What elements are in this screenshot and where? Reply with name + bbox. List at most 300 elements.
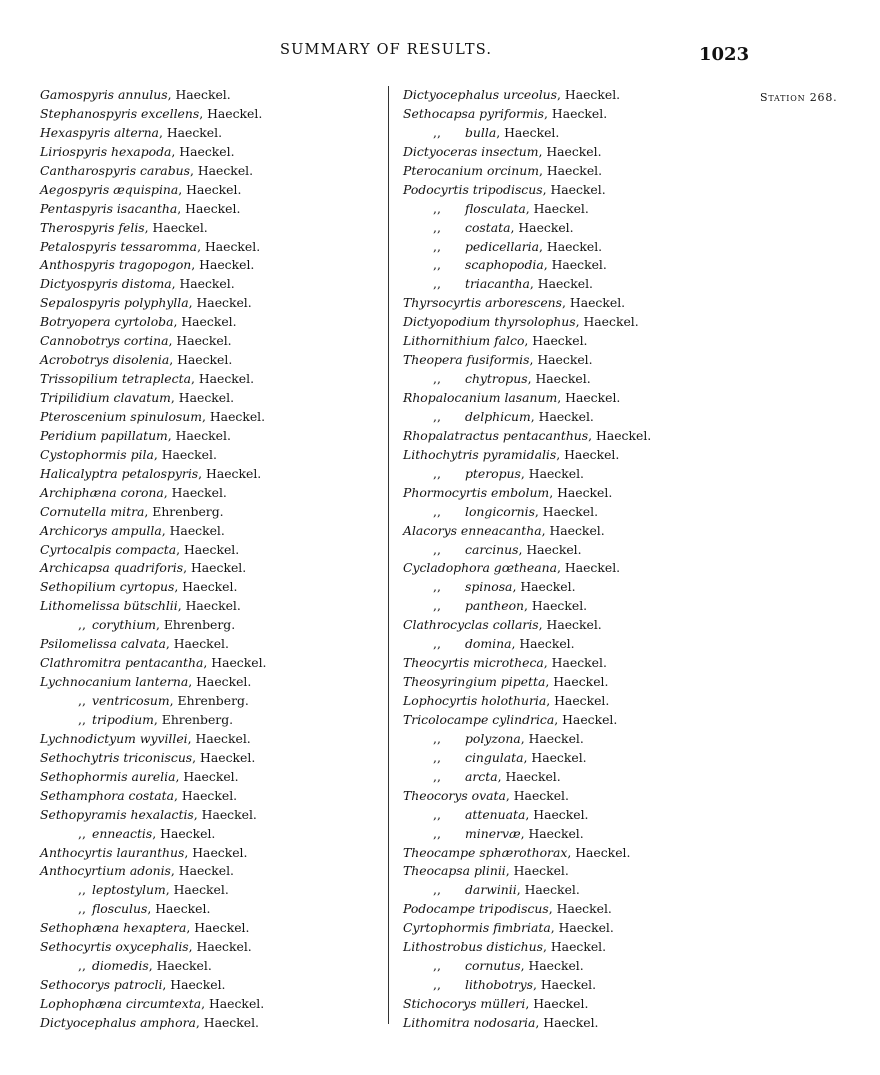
ditto-mark: ,,	[433, 200, 441, 216]
species-entry	[403, 844, 748, 863]
column-divider	[388, 86, 389, 1024]
species-author: , Haeckel.	[550, 920, 614, 936]
ditto-mark: ,,	[433, 749, 441, 765]
species-author: , Haeckel.	[187, 730, 251, 746]
species-entry	[40, 238, 385, 257]
species-name: Sepalospyris polyphylla	[40, 295, 189, 311]
species-name: Rhopalocanium lasanum	[403, 390, 558, 405]
species-entry	[40, 503, 385, 522]
species-entry	[40, 541, 385, 560]
species-author: , Haeckel.	[165, 636, 229, 652]
species-author: , Haeckel.	[545, 674, 609, 690]
species-author: , Haeckel.	[165, 882, 229, 898]
species-name: Lithomelissa bütschlii	[40, 598, 178, 614]
species-author: , Haeckel.	[544, 105, 608, 121]
species-name: pedicellaria	[465, 238, 540, 254]
species-entry	[40, 654, 385, 673]
species-author: , Haeckel.	[557, 560, 621, 576]
species-entry	[403, 900, 748, 919]
species-author: , Haeckel.	[511, 636, 575, 652]
species-entry	[403, 919, 748, 938]
ditto-mark: ,,	[433, 825, 441, 841]
species-author: , Haeckel.	[203, 655, 267, 671]
species-entry	[403, 294, 748, 313]
ditto-mark: ,,	[433, 219, 441, 235]
species-author: , Haeckel.	[167, 87, 231, 102]
species-entry	[40, 957, 385, 976]
species-entry	[40, 313, 385, 332]
species-name: Theopera fusiformis	[403, 352, 530, 368]
species-author: , Haeckel.	[497, 768, 561, 784]
species-entry	[403, 143, 748, 162]
species-name: Pterocanium orcinum	[403, 162, 539, 178]
ditto-mark: ,,	[433, 806, 441, 822]
species-entry	[40, 522, 385, 541]
species-entry	[40, 711, 385, 730]
species-name: ventricosum	[92, 693, 170, 708]
species-entry	[40, 806, 385, 825]
ditto-mark: ,,	[78, 958, 86, 974]
species-name: Liriospyris hexapoda	[40, 143, 172, 159]
species-name: Trissopilium tetraplecta	[40, 371, 191, 387]
species-name: Podocyrtis tripodiscus	[403, 181, 543, 197]
species-author: , Haeckel.	[190, 371, 255, 387]
species-name: longicornis	[465, 503, 535, 519]
species-author: , Haeckel.	[153, 446, 217, 462]
species-name: Lithostrobus distichus	[403, 939, 543, 955]
species-author: , Ehrenberg.	[155, 617, 236, 633]
species-entry	[40, 825, 385, 844]
species-entry	[40, 370, 385, 389]
species-name: corythium	[92, 617, 156, 633]
species-entry	[40, 389, 385, 408]
species-author: , Haeckel.	[169, 352, 233, 368]
species-name: Lithomitra nodosaria	[403, 1014, 536, 1030]
species-name: Cyrtophormis fimbriata	[403, 920, 551, 936]
species-entry	[40, 692, 385, 711]
species-name: Dictyoceras insectum	[403, 143, 539, 159]
species-name: cingulata	[465, 749, 524, 765]
species-entry	[403, 862, 748, 881]
species-author: , Ehrenberg.	[153, 711, 234, 727]
species-name: Dictyocephalus urceolus	[403, 87, 558, 102]
species-entry	[40, 351, 385, 370]
species-entry	[40, 635, 385, 654]
ditto-mark: ,,	[78, 711, 86, 727]
species-entry	[403, 957, 748, 976]
species-author: , Haeckel.	[176, 541, 240, 557]
right-column	[403, 86, 748, 1033]
species-name: Archicorys ampulla	[40, 522, 162, 538]
species-author: , Haeckel.	[186, 920, 250, 936]
species-entry	[40, 275, 385, 294]
species-name: Hexaspyris alterna	[40, 124, 159, 140]
species-entry	[40, 616, 385, 635]
species-entry	[403, 256, 748, 275]
ditto-mark: ,,	[433, 371, 441, 387]
species-author: , Haeckel.	[530, 408, 594, 424]
species-entry	[403, 768, 748, 787]
species-entry	[40, 881, 385, 900]
species-entry	[403, 976, 748, 995]
species-name: Therospyris felis	[40, 219, 145, 235]
species-author: , Haeckel.	[505, 787, 569, 803]
species-name: Botryopera cyrtoloba	[40, 314, 174, 330]
species-name: lithobotrys	[465, 977, 533, 993]
species-entry	[403, 484, 748, 503]
species-author: , Haeckel.	[520, 958, 584, 974]
station-label: Station 268.	[760, 91, 838, 104]
species-entry	[40, 673, 385, 692]
species-name: arcta	[465, 768, 498, 784]
species-author: , Haeckel.	[534, 503, 599, 519]
species-author: , Haeckel.	[202, 408, 266, 424]
species-author: , Haeckel.	[191, 257, 255, 273]
species-name: Clathromitra pentacantha	[40, 655, 204, 671]
species-author: , Haeckel.	[538, 143, 602, 159]
species-author: , Haeckel.	[184, 844, 248, 860]
species-name: Gamospyris annulus	[40, 87, 168, 102]
species-name: spinosa	[465, 579, 513, 595]
species-author: , Haeckel.	[535, 1014, 599, 1030]
species-entry	[40, 900, 385, 919]
species-author: , Haeckel.	[554, 711, 618, 727]
species-entry	[403, 408, 748, 427]
species-author: , Haeckel.	[201, 996, 265, 1011]
species-author: , Haeckel.	[567, 844, 631, 860]
left-column	[40, 86, 385, 1033]
species-author: , Haeckel.	[541, 522, 605, 538]
species-entry	[403, 427, 748, 446]
species-name: Anthospyris tragopogon	[40, 257, 192, 273]
species-entry	[403, 635, 748, 654]
species-author: , Haeckel.	[512, 579, 576, 595]
species-author: , Haeckel.	[178, 181, 242, 197]
species-entry	[403, 995, 748, 1014]
species-entry	[40, 1014, 385, 1033]
species-entry	[40, 938, 385, 957]
species-author: , Haeckel.	[525, 806, 589, 822]
species-author: , Haeckel.	[527, 371, 591, 387]
species-author: , Haeckel.	[539, 238, 603, 254]
species-name: Podocampe tripodiscus	[403, 901, 549, 917]
species-name: Stichocorys mülleri	[403, 996, 526, 1011]
species-entry	[403, 181, 748, 200]
species-entry	[40, 559, 385, 578]
species-name: domina	[465, 636, 512, 652]
species-name: bulla	[465, 124, 497, 140]
ditto-mark: ,,	[78, 693, 86, 708]
species-name: polyzona	[465, 730, 521, 746]
species-entry	[403, 503, 748, 522]
species-name: Cystophormis pila	[40, 446, 154, 462]
ditto-mark: ,,	[78, 617, 86, 633]
species-entry	[403, 749, 748, 768]
species-author: , Haeckel.	[161, 522, 225, 538]
species-name: Lophocyrtis holothuria	[403, 693, 547, 708]
species-name: Theocorys ovata	[403, 787, 506, 803]
species-author: , Haeckel.	[171, 276, 235, 292]
species-name: Psilomelissa calvata	[40, 636, 166, 652]
ditto-mark: ,,	[433, 124, 441, 140]
species-author: , Haeckel.	[543, 257, 607, 273]
species-name: Sethopyramis hexalactis	[40, 806, 194, 822]
species-author: , Haeckel.	[543, 939, 607, 955]
species-entry	[403, 522, 748, 541]
species-author: , Haeckel.	[518, 541, 582, 557]
species-author: , Haeckel.	[177, 200, 241, 216]
species-author: , Haeckel.	[562, 295, 626, 311]
species-entry	[40, 787, 385, 806]
species-entry	[403, 238, 748, 257]
species-author: , Haeckel.	[168, 333, 232, 349]
ditto-mark: ,,	[433, 598, 441, 614]
species-name: Lychnocanium lanterna	[40, 674, 189, 690]
species-author: , Haeckel.	[193, 806, 257, 822]
species-name: Lithornithium falco	[403, 333, 525, 349]
species-name: Alacorys enneacantha	[403, 522, 542, 538]
species-name: scaphopodia	[465, 257, 544, 273]
species-name: cornutus	[465, 958, 521, 974]
species-author: , Haeckel.	[144, 219, 208, 235]
species-author: , Haeckel.	[174, 579, 238, 595]
running-header: SUMMARY OF RESULTS.	[280, 42, 493, 58]
species-entry	[40, 578, 385, 597]
species-name: leptostylum	[92, 882, 166, 898]
species-entry	[403, 465, 748, 484]
species-author: , Haeckel.	[538, 617, 602, 633]
species-entry	[403, 711, 748, 730]
species-author: , Haeckel.	[175, 768, 239, 784]
species-name: Theocyrtis microtheca	[403, 655, 544, 671]
species-name: attenuata	[465, 806, 526, 822]
species-entry	[403, 332, 748, 351]
species-name: Petalospyris tessaromma	[40, 238, 198, 254]
species-entry	[403, 787, 748, 806]
species-entry	[403, 370, 748, 389]
species-author: , Haeckel.	[525, 200, 589, 216]
species-entry	[40, 844, 385, 863]
species-author: , Haeckel.	[538, 162, 603, 178]
species-author: , Haeckel.	[505, 863, 569, 879]
species-name: Pteroscenium spinulosum	[40, 408, 202, 424]
species-author: , Haeckel.	[556, 446, 620, 462]
species-name: Sethocyrtis oxycephalis	[40, 939, 189, 955]
species-author: , Haeckel.	[163, 484, 227, 500]
species-author: , Haeckel.	[524, 598, 588, 614]
species-author: , Haeckel.	[520, 730, 584, 746]
species-name: Theocapsa plinii	[403, 863, 506, 879]
species-name: Sethocorys patrocli	[40, 977, 163, 993]
species-name: Theocampe sphærothorax	[403, 844, 568, 860]
species-name: Aegospyris æquispina	[40, 181, 179, 197]
species-author: , Haeckel.	[177, 598, 241, 614]
species-name: Sethopilium cyrtopus	[40, 579, 175, 595]
species-entry	[40, 86, 385, 105]
species-entry	[403, 200, 748, 219]
species-name: pantheon	[465, 598, 525, 614]
ditto-mark: ,,	[433, 238, 441, 254]
species-author: , Haeckel.	[189, 162, 254, 178]
species-name: delphicum	[465, 408, 531, 424]
species-name: tripodium	[92, 711, 154, 727]
ditto-mark: ,,	[433, 730, 441, 746]
ditto-mark: ,,	[433, 503, 441, 519]
species-name: Stephanospyris excellens	[40, 105, 200, 121]
species-author: , Haeckel.	[524, 333, 588, 349]
species-author: , Haeckel.	[529, 276, 593, 292]
species-name: Dictyospyris distoma	[40, 276, 172, 292]
species-entry	[403, 1014, 748, 1033]
species-author: , Haeckel.	[148, 958, 212, 974]
species-name: flosculus	[92, 901, 148, 917]
species-entry	[403, 673, 748, 692]
ditto-mark: ,,	[433, 977, 441, 993]
species-entry	[403, 730, 748, 749]
species-author: , Haeckel.	[188, 295, 252, 311]
species-author: , Haeckel.	[557, 87, 621, 102]
species-name: Sethochytris triconiscus	[40, 749, 193, 765]
species-entry	[40, 465, 385, 484]
species-name: Acrobotrys disolenia	[40, 352, 170, 368]
species-author: , Haeckel.	[183, 560, 247, 576]
species-author: , Haeckel.	[192, 749, 256, 765]
ditto-mark: ,,	[433, 408, 441, 424]
ditto-mark: ,,	[433, 636, 441, 652]
species-entry	[40, 105, 385, 124]
species-entry	[40, 976, 385, 995]
species-entry	[40, 730, 385, 749]
species-author: , Ehrenberg.	[169, 693, 249, 708]
species-entry	[403, 616, 748, 635]
ditto-mark: ,,	[78, 901, 86, 917]
species-author: , Haeckel.	[529, 352, 593, 368]
species-entry	[403, 219, 748, 238]
species-name: Sethophæna hexaptera	[40, 920, 187, 936]
species-name: diomedis	[92, 958, 149, 974]
species-name: costata	[465, 219, 511, 235]
species-author: , Haeckel.	[174, 787, 238, 803]
species-entry	[40, 768, 385, 787]
species-entry	[40, 200, 385, 219]
species-entry	[403, 692, 748, 711]
ditto-mark: ,,	[78, 825, 86, 841]
species-entry	[403, 654, 748, 673]
species-entry	[403, 313, 748, 332]
species-entry	[403, 86, 748, 105]
species-entry	[403, 597, 748, 616]
ditto-mark: ,,	[433, 465, 441, 481]
species-entry	[40, 919, 385, 938]
species-name: Sethophormis aurelia	[40, 768, 176, 784]
species-entry	[40, 995, 385, 1014]
species-author: , Haeckel.	[496, 124, 560, 140]
species-entry	[40, 408, 385, 427]
species-entry	[403, 105, 748, 124]
species-entry	[40, 162, 385, 181]
species-name: chytropus	[465, 371, 528, 387]
ditto-mark: ,,	[433, 579, 441, 595]
species-name: flosculata	[465, 200, 526, 216]
species-entry	[403, 806, 748, 825]
species-author: , Haeckel.	[510, 219, 574, 235]
species-author: , Haeckel.	[546, 693, 610, 708]
species-entry	[40, 256, 385, 275]
species-author: , Haeckel.	[158, 124, 223, 140]
species-name: Cantharospyris carabus	[40, 162, 190, 178]
page-number: 1023	[699, 44, 750, 65]
species-author: , Haeckel.	[167, 427, 231, 443]
species-entry	[40, 124, 385, 143]
species-name: enneactis	[92, 825, 153, 841]
species-author: , Haeckel.	[549, 484, 613, 500]
species-name: Rhopalatractus pentacanthus	[403, 427, 589, 443]
ditto-mark: ,,	[78, 882, 86, 898]
species-entry	[403, 351, 748, 370]
species-name: Cycladophora gœtheana	[403, 560, 558, 576]
species-name: Thyrsocyrtis arborescens	[403, 295, 563, 311]
species-name: Dictyopodium thyrsolophus	[403, 314, 576, 330]
species-name: Cyrtocalpis compacta	[40, 541, 177, 557]
species-author: , Haeckel.	[188, 939, 252, 955]
species-author: , Haeckel.	[173, 314, 237, 330]
species-name: Phormocyrtis embolum	[403, 484, 550, 500]
species-name: Lophophæna circumtexta	[40, 996, 202, 1011]
species-entry	[40, 332, 385, 351]
species-name: Archiphæna corona	[40, 484, 164, 500]
species-author: , Haeckel.	[152, 825, 216, 841]
species-entry	[40, 446, 385, 465]
ditto-mark: ,,	[433, 541, 441, 557]
species-entry	[40, 484, 385, 503]
species-entry	[403, 124, 748, 143]
ditto-mark: ,,	[433, 276, 441, 292]
species-name: Anthocyrtis lauranthus	[40, 844, 185, 860]
species-entry	[40, 862, 385, 881]
species-entry	[403, 389, 748, 408]
species-name: Peridium papillatum	[40, 427, 168, 443]
species-entry	[40, 749, 385, 768]
species-entry	[403, 162, 748, 181]
species-name: Tricolocampe cylindrica	[403, 711, 555, 727]
species-entry	[403, 938, 748, 957]
ditto-mark: ,,	[433, 882, 441, 898]
species-name: pteropus	[465, 465, 521, 481]
species-entry	[40, 294, 385, 313]
species-name: Anthocyrtium adonis	[40, 863, 171, 879]
species-entry	[403, 825, 748, 844]
species-author: , Haeckel.	[523, 749, 587, 765]
species-name: darwinii	[465, 882, 517, 898]
species-name: Dictyocephalus amphora	[40, 1014, 196, 1030]
species-name: Cornutella mitra	[40, 503, 145, 519]
species-author: , Haeckel.	[188, 674, 252, 690]
species-author: , Haeckel.	[198, 465, 262, 481]
species-name: Theosyringium pipetta	[403, 674, 546, 690]
species-author: , Haeckel.	[195, 1014, 259, 1030]
species-name: Clathrocyclas collaris	[403, 617, 539, 633]
species-author: , Haeckel.	[557, 390, 621, 405]
species-entry	[40, 427, 385, 446]
species-name: Archicapsa quadriforis	[40, 560, 184, 576]
species-author: , Haeckel.	[525, 996, 589, 1011]
species-entry	[403, 881, 748, 900]
species-author: , Haeckel.	[520, 465, 584, 481]
species-author: , Ehrenberg.	[144, 503, 224, 519]
species-entry	[403, 446, 748, 465]
species-name: triacantha	[465, 276, 530, 292]
species-name: Halicalyptra petalospyris	[40, 465, 199, 481]
